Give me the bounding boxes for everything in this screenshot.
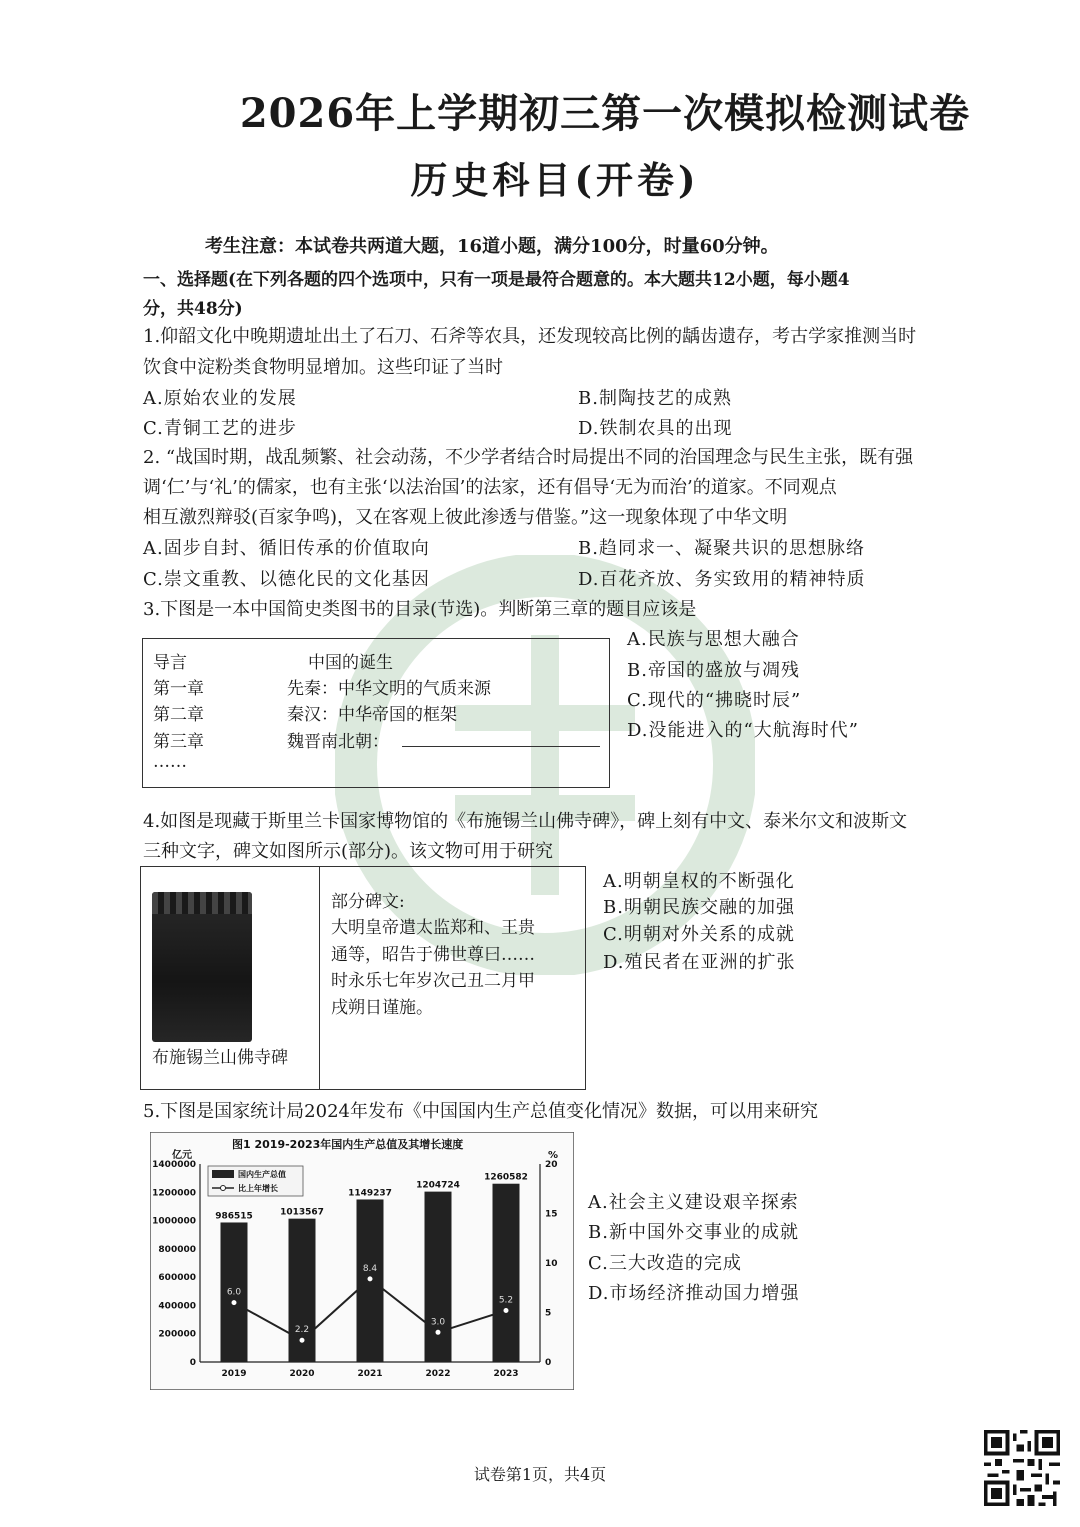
q2-stem-line3: 相互激烈辩驳(百家争鸣)，又在客观上彼此渗透与借鉴。”这一现象体现了中华文明	[143, 507, 788, 528]
chart-x-tick-label: 2023	[493, 1369, 519, 1379]
chart-y-tick-label: 800000	[158, 1244, 196, 1255]
toc-ch1-title: 先秦：中华文明的气质来源	[287, 679, 491, 699]
chart-y-tick-label: 400000	[158, 1301, 196, 1312]
chart-growth-point	[435, 1329, 441, 1335]
chart-bar	[493, 1184, 520, 1362]
q4-option-b: B.明朝民族交融的加强	[603, 897, 795, 918]
chart-x-tick-label: 2021	[357, 1369, 383, 1379]
q1-stem-line2: 饮食中淀粉类食物明显增加。这些印证了当时	[143, 357, 503, 378]
q5-option-d: D.市场经济推动国力增强	[588, 1283, 800, 1304]
chart-y-tick-label: 1400000	[152, 1160, 196, 1170]
toc-ellipsis: ……	[153, 752, 187, 772]
chart-growth-point	[231, 1300, 237, 1306]
q4-option-c: C.明朝对外关系的成就	[603, 924, 795, 945]
q5-stem: 5.下图是国家统计局2024年发布《中国国内生产总值变化情况》数据，可以用来研究	[143, 1101, 818, 1122]
exam-title: 2026年上学期初三第一次模拟检测试卷	[239, 90, 971, 137]
toc-ch3-label: 第三章	[153, 732, 204, 752]
chart-y2-axis-label: %	[548, 1150, 559, 1161]
stele-photo	[152, 892, 252, 1042]
chart-bar-value-label: 986515	[215, 1211, 253, 1222]
stele-caption: 布施锡兰山佛寺碑	[152, 1048, 288, 1068]
chart-legend-swatch-bar	[212, 1170, 234, 1178]
q3-option-b: B.帝国的盛放与凋残	[627, 660, 800, 681]
inscription-line3: 时永乐七年岁次己丑二月甲	[331, 971, 535, 991]
page-footer: 试卷第1页，共4页	[473, 1465, 607, 1484]
q2-stem-line2: 调‘仁’与‘礼’的儒家，也有主张‘以法治国’的法家，还有倡导‘无为而治’的道家。不同观点	[143, 477, 837, 498]
chart-y-tick-label: 200000	[158, 1329, 196, 1340]
q3-option-a: A.民族与思想大融合	[627, 629, 800, 650]
stele-photo-top	[152, 892, 252, 914]
chart-growth-value-label: 3.0	[430, 1317, 446, 1328]
section-heading-line2: 分，共48分)	[143, 299, 243, 319]
q1-option-c: C.青铜工艺的进步	[143, 418, 297, 439]
chart-legend-label-growth: 比上年增长	[238, 1184, 278, 1193]
q2-stem-line1: 2. “战国时期，战乱频繁、社会动荡，不少学者结合时局提出不同的治国理念与民生主张，既有强	[143, 447, 914, 468]
q2-option-b: B.趋同求一、凝聚共识的思想脉络	[578, 538, 865, 559]
chart-y-tick-label: 1000000	[152, 1216, 196, 1227]
q2-option-d: D.百花齐放、务实致用的精神特质	[578, 569, 866, 590]
q5-option-b: B.新中国外交事业的成就	[588, 1222, 799, 1243]
chart-growth-value-label: 2.2	[294, 1325, 310, 1336]
inscription-line2: 通等，昭告于佛世尊曰……	[331, 945, 535, 965]
q1-option-d: D.铁制农具的出现	[578, 418, 733, 439]
chart-x-tick-label: 2019	[221, 1369, 247, 1379]
chart-bar	[425, 1192, 452, 1362]
chart-bar-value-label: 1013567	[280, 1207, 324, 1218]
q1-option-a: A.原始农业的发展	[143, 388, 297, 409]
section-heading-line1: 一、选择题(在下列各题的四个选项中，只有一项是最符合题意的。本大题共12小题，每小题4	[143, 270, 850, 290]
chart-y-axis-label: 亿元	[172, 1150, 192, 1161]
q3-stem: 3.下图是一本中国简史类图书的目录(节选)。判断第三章的题目应该是	[143, 599, 697, 620]
chart-bar-value-label: 1204724	[416, 1180, 460, 1191]
q1-stem-line1: 1.仰韶文化中晚期遗址出土了石刀、石斧等农具，还发现较高比例的龋齿遗存，考古学家推测当时	[143, 326, 917, 347]
q3-option-c: C.现代的“拂晓时辰”	[627, 690, 802, 711]
chart-growth-value-label: 8.4	[362, 1263, 378, 1274]
inscription-line4: 戌朔日谨施。	[331, 998, 433, 1018]
inscription-line1: 大明皇帝遣太监郑和、王贵	[331, 918, 535, 938]
toc-ch1-label: 第一章	[153, 679, 204, 699]
chart-y2-tick-label: 15	[545, 1209, 558, 1220]
chart-y-tick-label: 0	[189, 1358, 196, 1368]
chart-y2-tick-label: 0	[545, 1358, 552, 1368]
toc-ch3-title: 魏晋南北朝：	[287, 732, 389, 752]
chart-x-tick-label: 2022	[425, 1369, 451, 1379]
chart-title: 图1 2019-2023年国内生产总值及其增长速度	[232, 1138, 464, 1151]
exam-subtitle: 历史科目(开卷)	[410, 158, 700, 202]
gdp-chart	[150, 1132, 574, 1390]
q5-option-a: A.社会主义建设艰辛探索	[588, 1192, 799, 1213]
q4-box-divider	[319, 866, 320, 1090]
inscription-label: 部分碑文:	[331, 892, 405, 912]
q2-option-c: C.崇文重教、以德化民的文化基因	[143, 569, 430, 590]
chart-bar-value-label: 1149237	[348, 1188, 392, 1199]
qr-code-icon	[984, 1430, 1060, 1506]
q4-option-d: D.殖民者在亚洲的扩张	[603, 952, 796, 973]
chart-y2-tick-label: 5	[545, 1308, 552, 1319]
toc-ch3-blank	[402, 746, 600, 747]
toc-intro-title: 中国的诞生	[308, 653, 393, 673]
gdp-chart-svg	[150, 1132, 574, 1390]
q2-option-a: A.固步自封、循旧传承的价值取向	[143, 538, 430, 559]
chart-y2-tick-label: 20	[545, 1160, 558, 1170]
toc-ch2-label: 第二章	[153, 705, 204, 725]
chart-y2-tick-label: 10	[545, 1259, 558, 1269]
chart-growth-point	[367, 1276, 373, 1282]
chart-growth-point	[503, 1308, 509, 1314]
chart-growth-point	[299, 1337, 305, 1343]
q1-option-b: B.制陶技艺的成熟	[578, 388, 732, 409]
chart-growth-value-label: 5.2	[498, 1295, 514, 1306]
chart-legend-swatch-point	[221, 1186, 226, 1191]
exam-notice: 考生注意：本试卷共两道大题，16道小题，满分100分，时量60分钟。	[205, 236, 779, 257]
q5-option-c: C.三大改造的完成	[588, 1253, 742, 1274]
chart-y-tick-label: 600000	[158, 1273, 196, 1284]
toc-intro-label: 导言	[153, 653, 187, 673]
q4-stem-line2: 三种文字，碑文如图所示(部分)。该文物可用于研究	[143, 841, 554, 862]
chart-bar-value-label: 1260582	[484, 1172, 528, 1183]
chart-y-tick-label: 1200000	[152, 1188, 196, 1199]
chart-legend-label-gdp: 国内生产总值	[238, 1170, 286, 1179]
chart-x-tick-label: 2020	[289, 1369, 315, 1379]
toc-ch2-title: 秦汉：中华帝国的框架	[287, 705, 457, 725]
chart-growth-value-label: 6.0	[226, 1287, 242, 1298]
q4-stem-line1: 4.如图是现藏于斯里兰卡国家博物馆的《布施锡兰山佛寺碑》，碑上刻有中文、泰米尔文和波斯文	[143, 811, 908, 832]
q4-option-a: A.明朝皇权的不断强化	[603, 871, 795, 892]
q3-option-d: D.没能进入的“大航海时代”	[627, 720, 859, 741]
